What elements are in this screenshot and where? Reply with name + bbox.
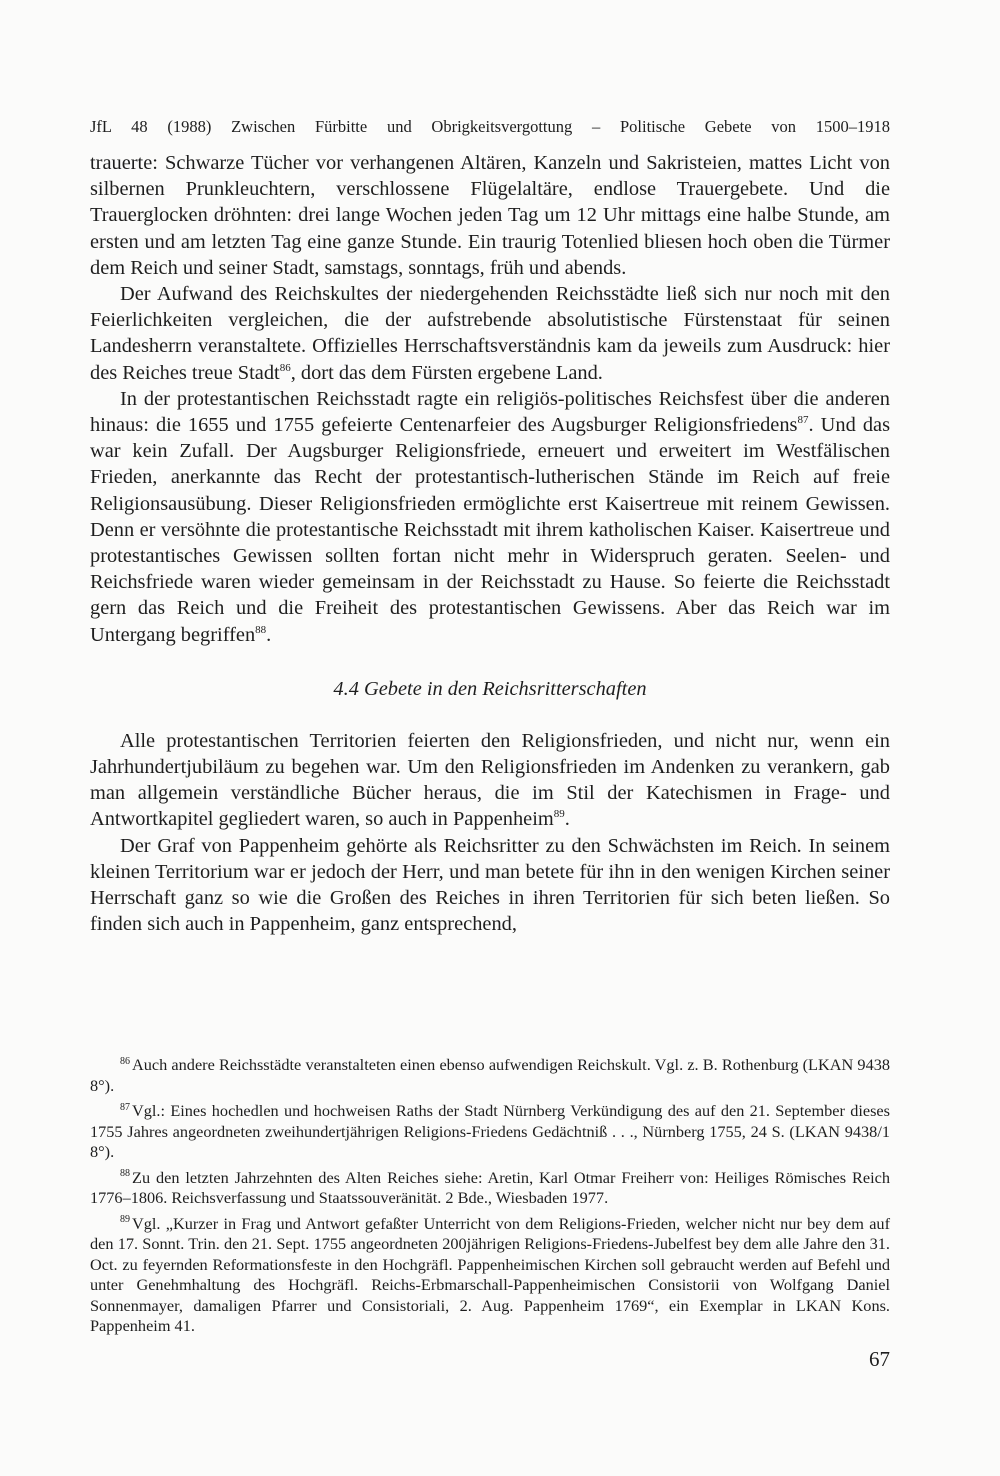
paragraph-3: In der protestantischen Reichsstadt ragte ein religiös-politisches Reichsfest über die anderen hinaus: die 1655 und 1755 gefeierte Centenarfeier des Augsburger Religionsfriedens$^{87}$. Und das war kein Zufall. Der Augsburger Religionsfriede, erneuert und erweitert im Westfälischen Frieden, anerkannte das Recht der protestantisch-lutherischen Stände im Reich auf freie Religionsausübung. Dieser Religionsfrieden ermöglichte erst Kaisertreue mit reinem Gewissen. Denn er versöhnte die protestantische Reichsstadt mit ihrem katholischen Kaiser. Kaisertreue und protestantisches Gewissen sollten fortan nicht mehr in Widerspruch geraten. Seelen- und Reichsfriede waren wieder gemeinsam in der Reichsstadt zu Hause. So feierte die Reichsstadt gern das Reich und die Freiheit des protestantischen Gewissens. Aber das Reich war im Untergang begriffen$^{88}$.	[90, 387, 891, 646]
paragraph-4: Alle protestantischen Territorien feierten den Religionsfrieden, und nicht nur, wenn ein Jahrhundertjubiläum zu begehen war. Um den Religionsfrieden im Andenken zu verankern, gab man allgemein verständliche Bücher heraus, die im Stil der Katechismen in Frage- und Antwortkapitel gegliedert waren, so auch in Pappenheim$^{89}$.	[90, 729, 890, 831]
section-heading: 4.4 Gebete in den Reichsritterschaften	[333, 677, 647, 700]
main-text	[90, 150, 890, 937]
page-number: 67	[869, 1347, 890, 1371]
footnotes	[90, 1055, 890, 1342]
footnote-88: $^{88}$ Zu den letzten Jahrzehnten des Alten Reiches siehe: Aretin, Karl Otmar Freiherr von: Heiliges Römisches Reich 1776–1806. Reichsverfassung und Staatssouveränität. 2 Bde., Wiesbaden 1977.	[90, 1167, 890, 1207]
paragraph-1: trauerte: Schwarze Tücher vor verhangenen Altären, Kanzeln und Sakristeien, mattes Licht von silbernen Prunkleuchtern, verschlossene Flügelaltäre, endlose Trauergebete. Und die Trauerglocken dröhnten: drei lange Wochen jeden Tag um 12 Uhr mittags eine halbe Stunde, am ersten und am letzten Tag eine ganze Stunde. Ein traurig Totenlied bliesen hoch oben die Türmer dem Reich und seiner Stadt, samstags, sonntags, früh und abends.	[90, 152, 890, 279]
footnote-ref-87: 87	[797, 414, 809, 427]
footnote-87: $^{87}$ Vgl.: Eines hochedlen und hochweisen Raths der Stadt Nürnberg Verkündigung des auf den 21. September dieses 1755 Jahres angeordneten zweihundertjährigen Religions-Friedens Gedächtniß . . ., Nürnberg 1755, 24 S. (LKAN 9438/1 8°).	[90, 1101, 890, 1161]
footnote-89: $^{89}$ Vgl. „Kurzer in Frag und Antwort gefaßter Unterricht von dem Religions-Frieden, welcher nicht nur bey dem auf den 17. Sonnt. Trin. den 21. Sept. 1755 angeordneten 200jährigen Religions-Friedens-Jubelfest bey dem alle Jahre den 31. Oct. zu feyernden Reformationsfeste in den Hochgräfl. Pappenheimischen Kirchen soll gebraucht werden auf Befehl und unter Genehmhaltung des Hochgräfl. Reichs-Erbmarschall-Pappenheimischen Consistorii von Wolfgang Daniel Sonnenmayer, damaligen Pfarrer und Consistoriali, 2. Aug. Pappenheim 1769“, ein Exemplar in LKAN Kons. Pappenheim 41.	[90, 1213, 890, 1335]
paragraph-2: Der Aufwand des Reichskultes der niedergehenden Reichsstädte ließ sich nur noch mit den Feierlichkeiten vergleichen, die der aufstrebende absolutistische Fürstenstaat für seinen Landesherrn veranstaltete. Offizielles Herrschaftsverständnis kam da jeweils zum Ausdruck: hier des Reiches treue Stadt$^{86}$, dort das dem Fürsten ergebene Land.	[90, 283, 890, 384]
running-head: JfL 48 (1988) Zwischen Fürbitte und Obrigkeitsvergottung – Politische Gebete von 1500–1918	[90, 117, 890, 136]
paragraph-5: Der Graf von Pappenheim gehörte als Reichsritter zu den Schwächsten im Reich. In seinem kleinen Territorium war er jedoch der Herr, und man betete für ihn in den wenigen Kirchen seiner Herrschaft ganz so wie die Großen des Reiches in ihren Territorien für sich beten ließen. So finden sich auch in Pappenheim, ganz entsprechend,	[90, 834, 890, 936]
book-page	[90, 0, 890, 1476]
footnote-ref-89: 89	[553, 808, 565, 821]
footnote-ref-88: 88	[255, 623, 267, 636]
footnote-ref-86: 86	[279, 361, 291, 374]
footnote-86: $^{86}$ Auch andere Reichsstädte veranstalteten einen ebenso aufwendigen Reichskult. Vgl. z. B. Rothenburg (LKAN 9438 8°).	[90, 1055, 890, 1095]
